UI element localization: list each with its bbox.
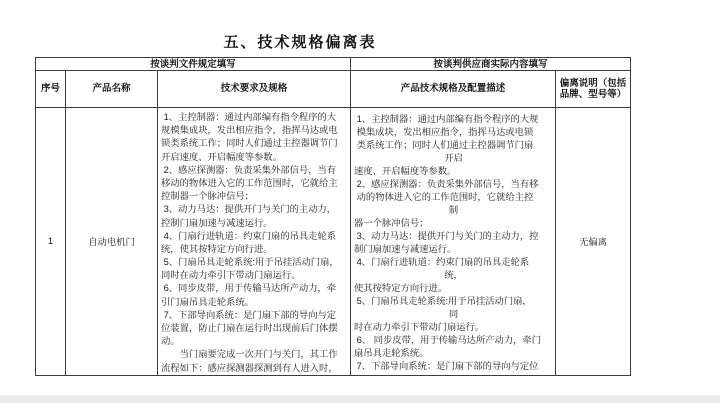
text-line: 1、主控制器：通过内部编有指令程序的大 bbox=[161, 112, 337, 122]
text-line: 锁类系统工作；同时人们通过主控器调节门 bbox=[161, 138, 338, 149]
description-text bbox=[354, 113, 553, 373]
text-line: 当门扇要完成一次开门与关门，其工作 bbox=[161, 349, 338, 360]
column-header-description: 产品技术规格及配置描述 bbox=[351, 71, 556, 108]
text-line: 6、同步皮带，用于传输马达所产动力，牵 bbox=[161, 283, 337, 294]
text-line: 5、门扇吊具走轮系统:用于吊挂活动门扇， bbox=[354, 295, 532, 306]
text-line: 7、下部导向系统：是门扇下部的导向与定位 bbox=[354, 360, 539, 371]
text-line: 2、感应探测器：负责采集外部信号，当有 bbox=[161, 164, 337, 175]
text-line: 1、主控制器：通过内部编有指令程序的大规 bbox=[354, 113, 539, 124]
text-line: 7、下部导向系统：是门扇下部的导向与定 bbox=[161, 309, 337, 320]
header-group-left-cell: 按谈判文件规定填写 bbox=[36, 58, 351, 71]
deviation-cell: 无偏离 bbox=[556, 108, 631, 376]
column-header-row bbox=[36, 71, 631, 108]
text-line: 规模集成块，发出相应指令，指挥马达或电 bbox=[161, 125, 338, 136]
text-line: 器一个脉冲信号； bbox=[354, 217, 429, 228]
text-line: 6、 同步皮带，用于传输马达所产动力，牵门 bbox=[354, 334, 542, 345]
product-name-cell: 自动电机门 bbox=[66, 108, 158, 376]
text-line: 3、动力马达：提供开门与关门的主动力，控 bbox=[354, 230, 539, 241]
text-line: 同 bbox=[448, 308, 459, 319]
header-group-row bbox=[36, 58, 631, 71]
text-line: 制门扇加速与减速运行。 bbox=[354, 243, 457, 254]
text-line: 开启速度、开启幅度等参数。 bbox=[161, 151, 282, 162]
serial-number-cell: 1 bbox=[36, 108, 66, 376]
column-header-requirements: 技术要求及规格 bbox=[158, 71, 351, 108]
text-line: 移动的物体进入它的工作范围时，它就给主 bbox=[161, 177, 338, 188]
text-line: 使其按特定方向行进。 bbox=[354, 282, 448, 293]
text-line: 动的物体进入它的工作范围时，它就给主控 bbox=[354, 191, 534, 202]
text-line: 制 bbox=[448, 204, 459, 215]
text-line: 同时在动力牵引下带动门扇运行。 bbox=[161, 270, 301, 281]
text-line: 3、动力马达：提供开门与关门的主动力， bbox=[161, 204, 337, 215]
text-line: 4、门扇行进轨道：约束门扇的吊具走轮系 bbox=[161, 230, 337, 241]
text-line: 4、门扇行进轨道：约束门扇的吊具走轮系 bbox=[354, 256, 530, 267]
text-line: 2、感应探测器：负责采集外部信号，当有移 bbox=[354, 178, 539, 189]
text-line: 流程如下：感应探测器探测到有人进入时， bbox=[161, 362, 338, 373]
text-line: 时在动力牵引下带动门扇运行。 bbox=[354, 321, 485, 332]
column-header-deviation: 偏离说明（包括品牌、型号等） bbox=[556, 71, 631, 108]
text-line: 统，使其按特定方向行进。 bbox=[161, 243, 273, 254]
text-line: 扇吊具走轮系统。 bbox=[354, 347, 429, 358]
requirements-cell bbox=[158, 108, 351, 376]
page-bottom-edge bbox=[0, 395, 720, 403]
table-row bbox=[36, 108, 631, 376]
page-title: 五、技术规格偏离表 bbox=[223, 34, 377, 51]
text-line: 引门扇吊具走轮系统。 bbox=[161, 296, 254, 307]
column-header-index: 序号 bbox=[36, 71, 66, 108]
text-line: 统， bbox=[444, 269, 463, 280]
text-line: 速度、开启幅度等参数。 bbox=[354, 165, 457, 176]
requirements-text bbox=[161, 111, 348, 375]
text-line: 动。 bbox=[161, 336, 180, 347]
column-header-product-name: 产品名称 bbox=[66, 71, 158, 108]
header-group-right-cell: 按谈判供应商实际内容填写 bbox=[351, 58, 631, 71]
deviation-table bbox=[35, 57, 631, 376]
text-line: 5、门扇吊具走轮系统:用于吊挂活动门扇， bbox=[161, 257, 339, 268]
text-line: 控制器一个脉冲信号； bbox=[161, 191, 254, 202]
text-line: 开启 bbox=[444, 152, 463, 163]
text-line: 类系统工作；同时人们通过主控器调节门扇 bbox=[354, 139, 534, 150]
text-line: 控制门扇加速与减速运行。 bbox=[161, 217, 273, 228]
text-line: 位装置，防止门扇在运行时出现前后门体摆 bbox=[161, 323, 338, 333]
description-cell bbox=[351, 108, 556, 376]
text-line: 模集成块，发出相应指令，指挥马达或电锁 bbox=[354, 126, 534, 137]
